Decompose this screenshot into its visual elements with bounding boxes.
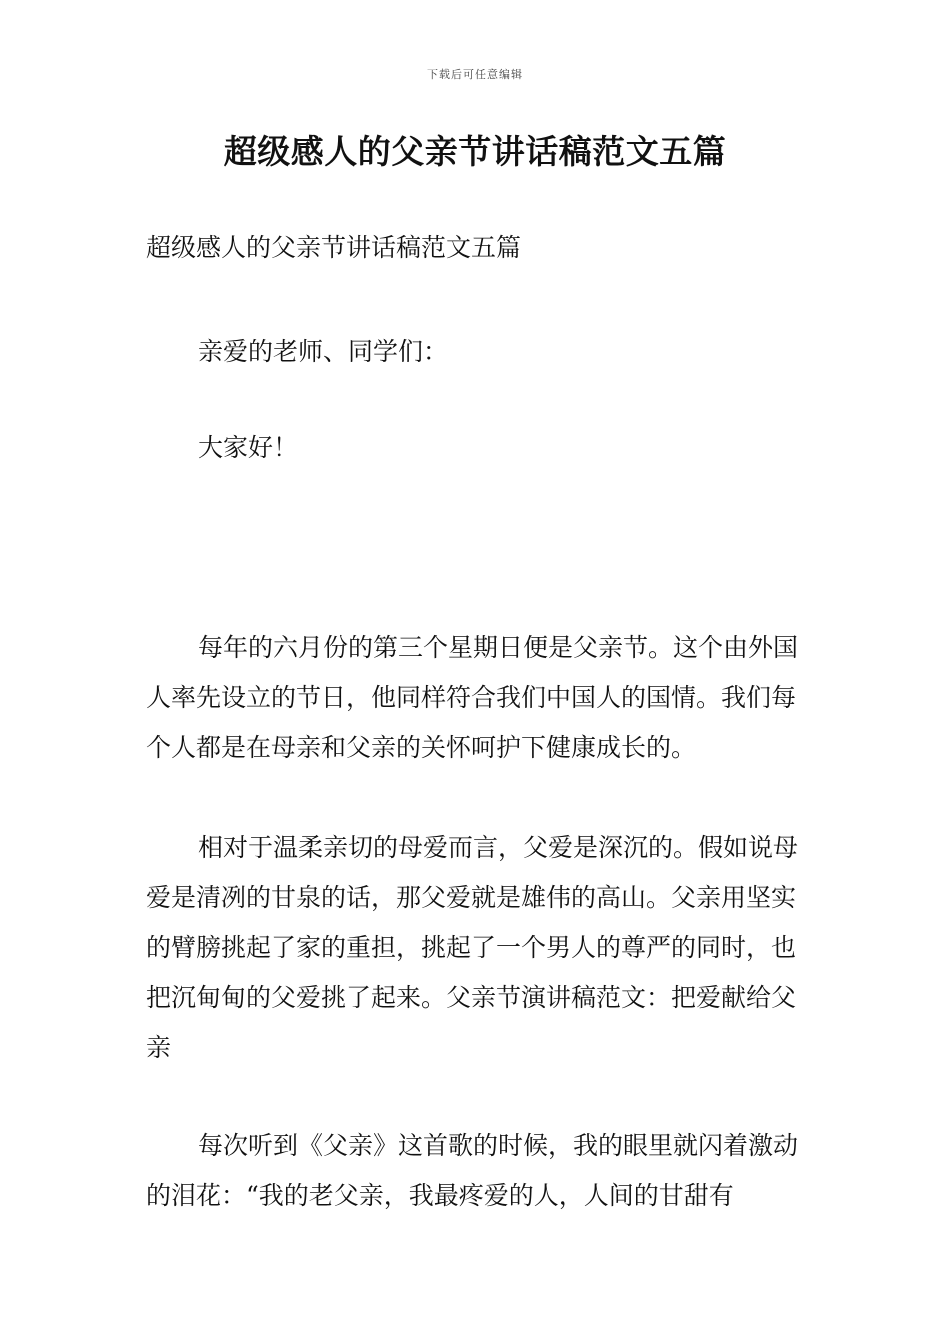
header-note: 下载后可任意编辑	[427, 68, 523, 81]
greeting: 大家好！	[198, 433, 299, 462]
document-subtitle: 超级感人的父亲节讲话稿范文五篇	[146, 233, 522, 262]
paragraph-1: 每年的六月份的第三个星期日便是父亲节。这个由外国人率先设立的节日，他同样符合我们中国人的国情。我们每个人都是在母亲和父亲的关怀呵护下健康成长的。	[146, 633, 799, 762]
document-title: 超级感人的父亲节讲话稿范文五篇	[223, 132, 727, 171]
paragraph-2: 相对于温柔亲切的母爱而言，父爱是深沉的。假如说母爱是清冽的甘泉的话，那父爱就是雄伟的高山。父亲用坚实的臂膀挑起了家的重担，挑起了一个男人的尊严的同时，也把沉甸甸的父爱挑了起来。父亲节演讲稿范文：把爱献给父亲	[146, 833, 799, 1062]
paragraph-3: 每次听到《父亲》这首歌的时候，我的眼里就闪着激动的泪花：“我的老父亲，我最疼爱的人，人间的甘甜有	[146, 1131, 799, 1210]
salutation: 亲爱的老师、同学们：	[198, 337, 449, 366]
